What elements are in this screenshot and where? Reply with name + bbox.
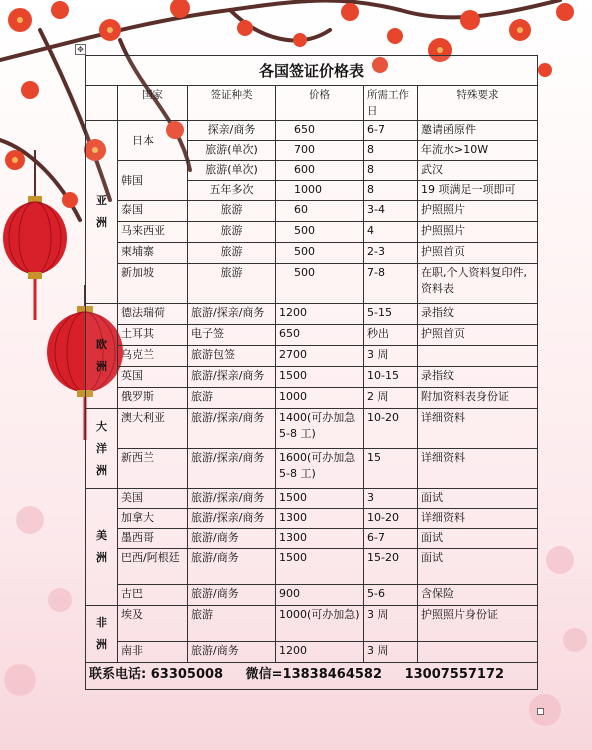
- visa-type-cell: 旅游/商务: [188, 642, 276, 663]
- days-cell: 15: [364, 449, 418, 489]
- days-cell: 7-8: [364, 264, 418, 304]
- table-row: [86, 509, 538, 529]
- requirement-cell: 详细资料: [418, 409, 538, 449]
- requirement-cell: 在职,个人资料复印件,资料表: [418, 264, 538, 304]
- country-cell: 英国: [118, 367, 188, 388]
- country-cell: 德法瑞荷: [118, 304, 188, 325]
- visa-price-table-container: [85, 55, 537, 690]
- table-row: [86, 325, 538, 346]
- requirement-cell: [418, 642, 538, 663]
- requirement-cell: 附加资料表身份证: [418, 388, 538, 409]
- table-row: [86, 529, 538, 549]
- days-cell: 10-20: [364, 509, 418, 529]
- requirement-cell: 面试: [418, 529, 538, 549]
- visa-type-cell: 旅游/商务: [188, 585, 276, 606]
- days-cell: 3 周: [364, 346, 418, 367]
- price-cell: 2700: [276, 346, 364, 367]
- country-cell: 柬埔寨: [118, 243, 188, 264]
- country-cell: 巴西/阿根廷: [118, 549, 188, 585]
- region-cell-africa: 非 洲: [86, 606, 118, 663]
- price-cell: 700: [276, 141, 364, 161]
- days-cell: 8: [364, 141, 418, 161]
- days-cell: 4: [364, 222, 418, 243]
- country-cell: 乌克兰: [118, 346, 188, 367]
- region-cell-asia: 亚 洲: [86, 121, 118, 304]
- price-cell: 1500: [276, 367, 364, 388]
- requirement-cell: 含保险: [418, 585, 538, 606]
- visa-type-cell: 旅游/探亲/商务: [188, 509, 276, 529]
- visa-type-cell: 旅游/探亲/商务: [188, 449, 276, 489]
- visa-type-cell: 旅游: [188, 243, 276, 264]
- header-visa-type: 签证种类: [188, 86, 276, 121]
- table-row: [86, 304, 538, 325]
- requirement-cell: 面试: [418, 489, 538, 509]
- visa-type-cell: 旅游: [188, 222, 276, 243]
- price-cell: 900: [276, 585, 364, 606]
- country-cell: 埃及: [118, 606, 188, 642]
- table-row: [86, 642, 538, 663]
- price-cell: 500: [276, 243, 364, 264]
- visa-type-cell: 旅游: [188, 388, 276, 409]
- table-resize-handle[interactable]: [537, 708, 544, 715]
- table-row: [86, 409, 538, 449]
- table-row: [86, 264, 538, 304]
- country-cell: 新加坡: [118, 264, 188, 304]
- price-cell: 600: [276, 161, 364, 181]
- requirement-cell: 录指纹: [418, 367, 538, 388]
- price-cell: 1400(可办加急 5-8 工): [276, 409, 364, 449]
- country-cell: 墨西哥: [118, 529, 188, 549]
- country-cell: 马来西亚: [118, 222, 188, 243]
- country-cell: 新西兰: [118, 449, 188, 489]
- days-cell: 秒出: [364, 325, 418, 346]
- table-row: [86, 201, 538, 222]
- price-cell: 1500: [276, 549, 364, 585]
- header-blank: [86, 86, 118, 121]
- header-row: [86, 86, 538, 121]
- days-cell: 5-6: [364, 585, 418, 606]
- country-cell: 日本: [118, 121, 188, 161]
- days-cell: 8: [364, 161, 418, 181]
- visa-type-cell: 旅游/探亲/商务: [188, 367, 276, 388]
- requirement-cell: 邀请函原件: [418, 121, 538, 141]
- requirement-cell: 详细资料: [418, 509, 538, 529]
- table-row: [86, 449, 538, 489]
- table-row: [86, 222, 538, 243]
- requirement-cell: 详细资料: [418, 449, 538, 489]
- price-cell: 1500: [276, 489, 364, 509]
- region-cell-americas: 美 洲: [86, 489, 118, 606]
- requirement-cell: 护照照片: [418, 222, 538, 243]
- days-cell: 2-3: [364, 243, 418, 264]
- table-row: [86, 388, 538, 409]
- requirement-cell: 护照首页: [418, 243, 538, 264]
- price-cell: 650: [276, 325, 364, 346]
- country-cell: 加拿大: [118, 509, 188, 529]
- country-cell: 古巴: [118, 585, 188, 606]
- requirement-cell: [418, 346, 538, 367]
- price-cell: 1300: [276, 509, 364, 529]
- requirement-cell: 武汉: [418, 161, 538, 181]
- visa-type-cell: 探亲/商务: [188, 121, 276, 141]
- days-cell: 10-20: [364, 409, 418, 449]
- days-cell: 15-20: [364, 549, 418, 585]
- contact-phone: 联系电话: 63305008: [89, 667, 224, 682]
- visa-type-cell: 旅游/探亲/商务: [188, 304, 276, 325]
- requirement-cell: 19 项满足一项即可: [418, 181, 538, 201]
- requirement-cell: 面试: [418, 549, 538, 585]
- contact-footer: [86, 663, 538, 690]
- header-country: 国家: [118, 86, 188, 121]
- days-cell: 6-7: [364, 529, 418, 549]
- table-title: 各国签证价格表: [86, 56, 538, 86]
- visa-type-cell: 旅游(单次): [188, 141, 276, 161]
- contact-wechat: 微信=13838464582: [245, 667, 383, 682]
- visa-type-cell: 旅游: [188, 264, 276, 304]
- contact-mobile: 13007557172: [404, 667, 505, 682]
- table-row: [86, 549, 538, 585]
- requirement-cell: 护照首页: [418, 325, 538, 346]
- table-row: [86, 121, 538, 141]
- visa-type-cell: 旅游: [188, 606, 276, 642]
- requirement-cell: 护照照片身份证: [418, 606, 538, 642]
- table-row: [86, 585, 538, 606]
- country-cell: 南非: [118, 642, 188, 663]
- header-requirements: 特殊要求: [418, 86, 538, 121]
- requirement-cell: 录指纹: [418, 304, 538, 325]
- table-row: [86, 606, 538, 642]
- days-cell: 3 周: [364, 642, 418, 663]
- country-cell: 俄罗斯: [118, 388, 188, 409]
- days-cell: 6-7: [364, 121, 418, 141]
- visa-type-cell: 旅游/商务: [188, 529, 276, 549]
- price-cell: 1000(可办加急): [276, 606, 364, 642]
- region-cell-europe: 欧 洲: [86, 304, 118, 409]
- price-cell: 1200: [276, 642, 364, 663]
- price-cell: 500: [276, 222, 364, 243]
- price-cell: 1000: [276, 388, 364, 409]
- visa-price-table: [85, 55, 538, 690]
- price-cell: 60: [276, 201, 364, 222]
- days-cell: 3 周: [364, 606, 418, 642]
- requirement-cell: 年流水>10W: [418, 141, 538, 161]
- table-row: [86, 367, 538, 388]
- visa-type-cell: 五年多次: [188, 181, 276, 201]
- price-cell: 1200: [276, 304, 364, 325]
- days-cell: 3: [364, 489, 418, 509]
- country-cell: 美国: [118, 489, 188, 509]
- visa-type-cell: 旅游/探亲/商务: [188, 409, 276, 449]
- region-cell-oceania: 大 洋 洲: [86, 409, 118, 489]
- price-cell: 1000: [276, 181, 364, 201]
- table-move-handle[interactable]: ✥: [75, 44, 86, 55]
- table-row: [86, 346, 538, 367]
- country-cell: 澳大利亚: [118, 409, 188, 449]
- days-cell: 3-4: [364, 201, 418, 222]
- price-cell: 1600(可办加急 5-8 工): [276, 449, 364, 489]
- days-cell: 8: [364, 181, 418, 201]
- days-cell: 10-15: [364, 367, 418, 388]
- price-cell: 500: [276, 264, 364, 304]
- visa-type-cell: 电子签: [188, 325, 276, 346]
- table-row: [86, 161, 538, 181]
- days-cell: 5-15: [364, 304, 418, 325]
- visa-type-cell: 旅游包签: [188, 346, 276, 367]
- visa-type-cell: 旅游: [188, 201, 276, 222]
- header-days: 所需工作日: [364, 86, 418, 121]
- price-cell: 1300: [276, 529, 364, 549]
- days-cell: 2 周: [364, 388, 418, 409]
- table-row: [86, 489, 538, 509]
- visa-type-cell: 旅游(单次): [188, 161, 276, 181]
- header-price: 价格: [276, 86, 364, 121]
- table-row: [86, 243, 538, 264]
- country-cell: 土耳其: [118, 325, 188, 346]
- visa-type-cell: 旅游/探亲/商务: [188, 489, 276, 509]
- country-cell: 韩国: [118, 161, 188, 201]
- country-cell: 泰国: [118, 201, 188, 222]
- visa-type-cell: 旅游/商务: [188, 549, 276, 585]
- price-cell: 650: [276, 121, 364, 141]
- requirement-cell: 护照照片: [418, 201, 538, 222]
